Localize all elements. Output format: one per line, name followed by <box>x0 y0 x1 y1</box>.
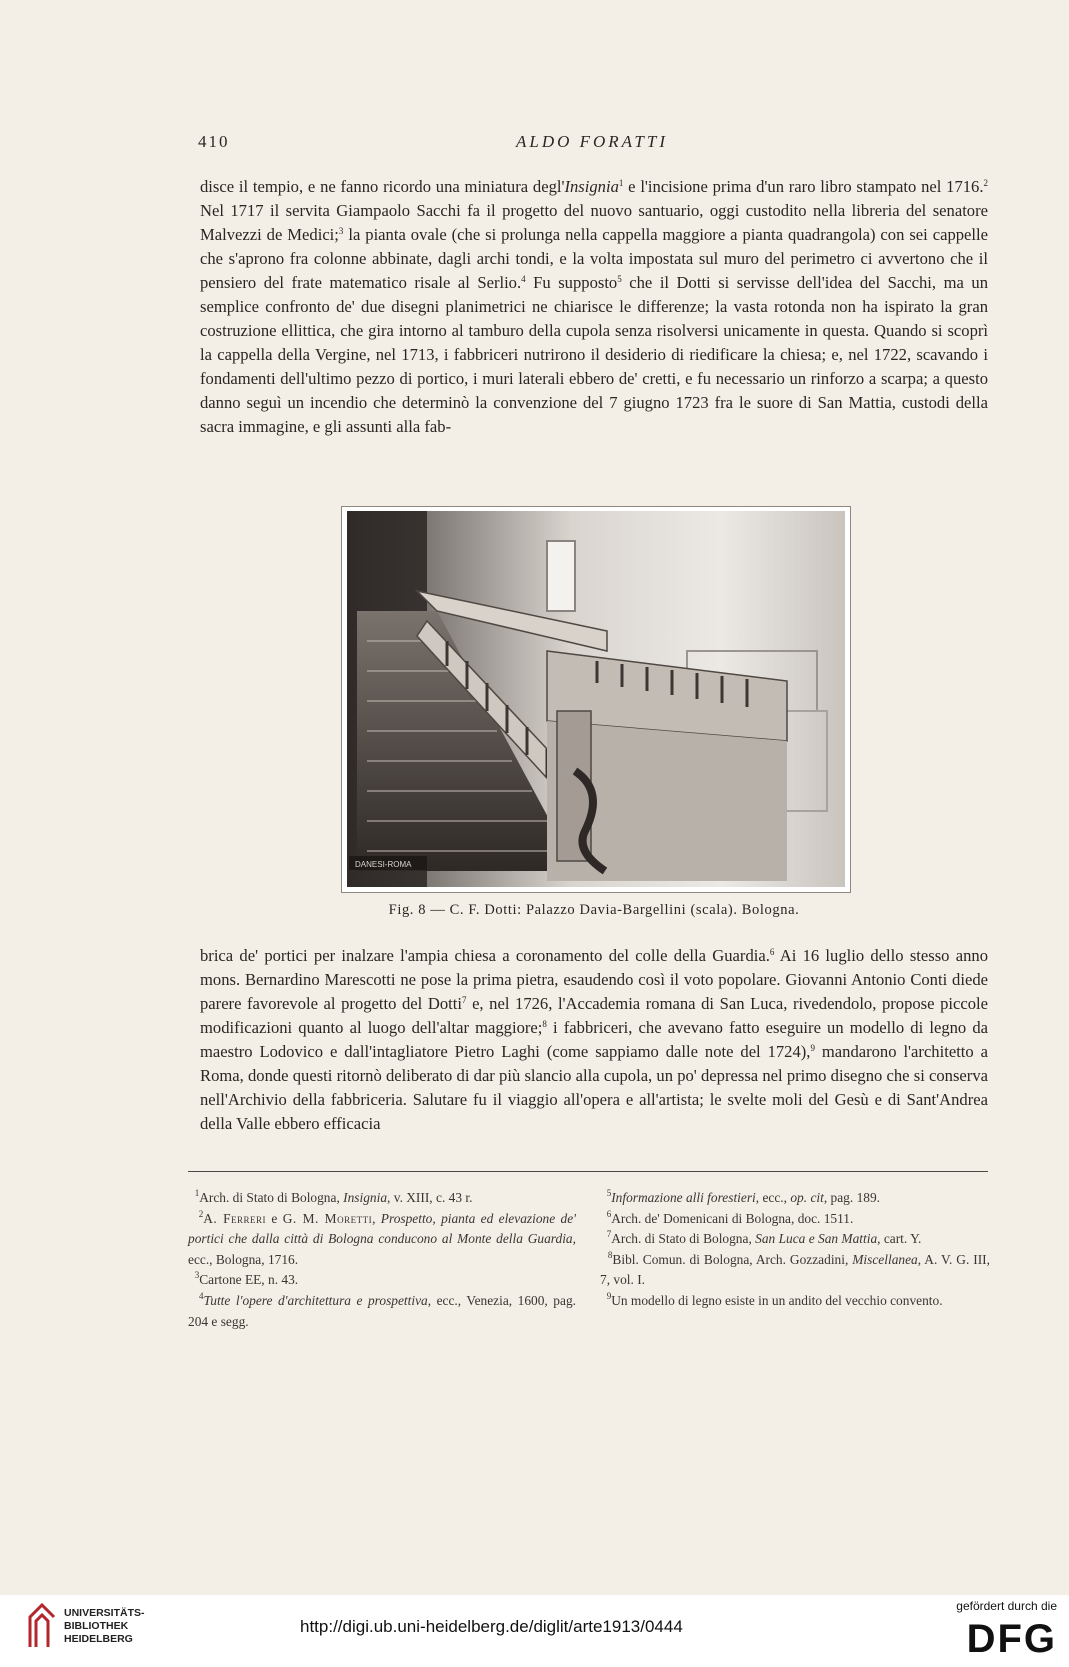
footnote: $^5$Informazione alli forestieri, ecc., op. cit, pag. 189. <box>606 1188 881 1205</box>
footnote-ref[interactable]: 3 <box>338 226 344 236</box>
text-run: e, nel 1726, l'Accademia romana di San Luca, rivedendolo, propose piccole modificazioni quanto al luogo dell'altar maggiore; <box>200 994 988 1037</box>
text-run: la pianta ovale (che si prolunga nella cappella maggiore a pianta quadrangola) con sei cappelle che s'aprono fra colonne abbinate, dagli archi tondi, e la volta impostata sul muro del perimetro ci avvertono che il pensiero del frate matematico risale al Serlio. <box>200 225 988 292</box>
footnote-divider <box>188 1171 988 1172</box>
text-run-italic: Insignia <box>564 177 619 196</box>
permalink-url[interactable]: http://digi.ub.uni-heidelberg.de/diglit/arte1913/0444 <box>300 1617 683 1636</box>
text-run: Nel 1717 il servita Giampaolo Sacchi fa il progetto del nuovo santuario, oggi custodito nella libreria del senatore Malvezzi de Medici; <box>200 201 988 244</box>
footnote-ref[interactable]: 9 <box>810 1043 815 1053</box>
footnote-ref[interactable]: 2 <box>983 178 988 188</box>
text-run: mandarono l'architetto a Roma, donde questi ritornò deliberato di dar più slancio alla cupola, un po' depressa nel primo disegno che si conserva nell'Archivio della fabbriceria. Salutare fu il viaggio all'opera e all'artista; le svelte moli del Gesù e di Sant'Andrea della Valle ebbero efficacia <box>200 1042 988 1133</box>
footnote: $^1$Arch. di Stato di Bologna, Insignia, v. XIII, c. 43 r. <box>194 1188 473 1205</box>
text-run: che il Dotti si servisse dell'idea del Sacchi, ma un semplice confronto de' due disegni planimetrici ne chiarisce le differenze; la vasta rotonda non ha ispirato la gran costruzione ellittica, che gira intorno al tamburo della cupola senza risolversi unicamente in questa. Quando si scoprì la cappella della Vergine, nel 1713, i fabbriceri nutrirono il desiderio di riedificare la chiesa; e, nel 1722, scavando i fondamenti dell'ultimo pezzo di portico, i muri laterali ebbero de' cretti, e fu necessario un rinforzo a scarpa; a questo danno seguì un incendio che determinò la convenzione del 7 giugno 1723 fra le suore di San Mattia, custodi della sacra immagine, e gli assunti alla fab- <box>200 273 988 436</box>
running-title: ALDO FORATTI <box>515 132 668 151</box>
staircase-photograph <box>341 506 851 893</box>
footnotes-right-column <box>600 1188 990 1312</box>
footnote-ref[interactable]: 1 <box>618 178 624 188</box>
footnote-ref[interactable]: 5 <box>617 274 622 284</box>
running-header <box>198 132 986 156</box>
footnote: $^4$Tutte l'opere d'architettura e prospettiva, ecc., Venezia, 1600, pag. 204 e segg. <box>188 1290 576 1329</box>
text-run: Fu supposto <box>525 273 618 292</box>
university-logo-icon <box>26 1603 58 1649</box>
digitization-footer <box>0 1595 1069 1667</box>
footnote-ref[interactable]: 8 <box>542 1019 547 1029</box>
text-run: disce il tempio, e ne fanno ricordo una miniatura degl' <box>200 177 565 196</box>
footnote: $^7$Arch. di Stato di Bologna, San Luca e San Mattia, cart. Y. <box>606 1229 922 1247</box>
footnote-ref[interactable]: 4 <box>521 274 526 284</box>
footnote: $^9$Un modello di legno esiste in un andito del vecchio convento. <box>606 1290 943 1308</box>
text-run: Ai 16 luglio dello stesso anno mons. Bernardino Marescotti ne pose la prima pietra, esaudendo così il voto popolare. Giovanni Antonio Conti diede parere favorevole al progetto del Dotti <box>200 946 988 1013</box>
body-paragraph-1 <box>200 175 988 487</box>
funded-by-label: gefördert durch die <box>956 1599 1057 1613</box>
footnote-ref[interactable]: 6 <box>769 947 775 957</box>
text-run: e l'incisione prima d'un raro libro stampato nel 1716. <box>623 177 984 196</box>
page-number: 410 <box>198 132 230 151</box>
figure-caption: Fig. 8 — C. F. Dotti: Palazzo Davia-Bargellini (scala). Bologna. <box>388 902 800 918</box>
library-name: UNIVERSITÄTS- BIBLIOTHEK HEIDELBERG <box>64 1607 145 1645</box>
photo-credit: DANESI-ROMA <box>355 860 412 869</box>
footnotes-left-column <box>188 1188 576 1332</box>
footnote: $^2$A. Ferreri e G. M. Moretti, Prospetto, pianta ed elevazione de' portici che dalla città di Bologna conducono al Monte della Guardia, ecc., Bologna, 1716. <box>188 1208 577 1267</box>
footnote: $^3$Cartone EE, n. 43. <box>194 1270 299 1288</box>
dfg-logo: DFG <box>966 1617 1057 1661</box>
footnote: $^8$Bibl. Comun. di Bologna, Arch. Gozzadini, Miscellanea, A. V. G. III, 7, vol. I. <box>600 1249 990 1288</box>
staircase-illustration <box>347 511 845 887</box>
footnote-ref[interactable]: 7 <box>461 995 467 1005</box>
body-paragraph-2 <box>200 944 988 1160</box>
footnote: $^6$Arch. de' Domenicani di Bologna, doc. 1511. <box>606 1208 854 1226</box>
text-run: brica de' portici per inalzare l'ampia chiesa a coronamento del colle della Guardia. <box>200 946 770 965</box>
text-run: i fabbriceri, che avevano fatto eseguire un modello di legno da maestro Lodovico e dall'intagliatore Pietro Laghi (come sappiamo dalle note del 1724), <box>200 1018 988 1061</box>
